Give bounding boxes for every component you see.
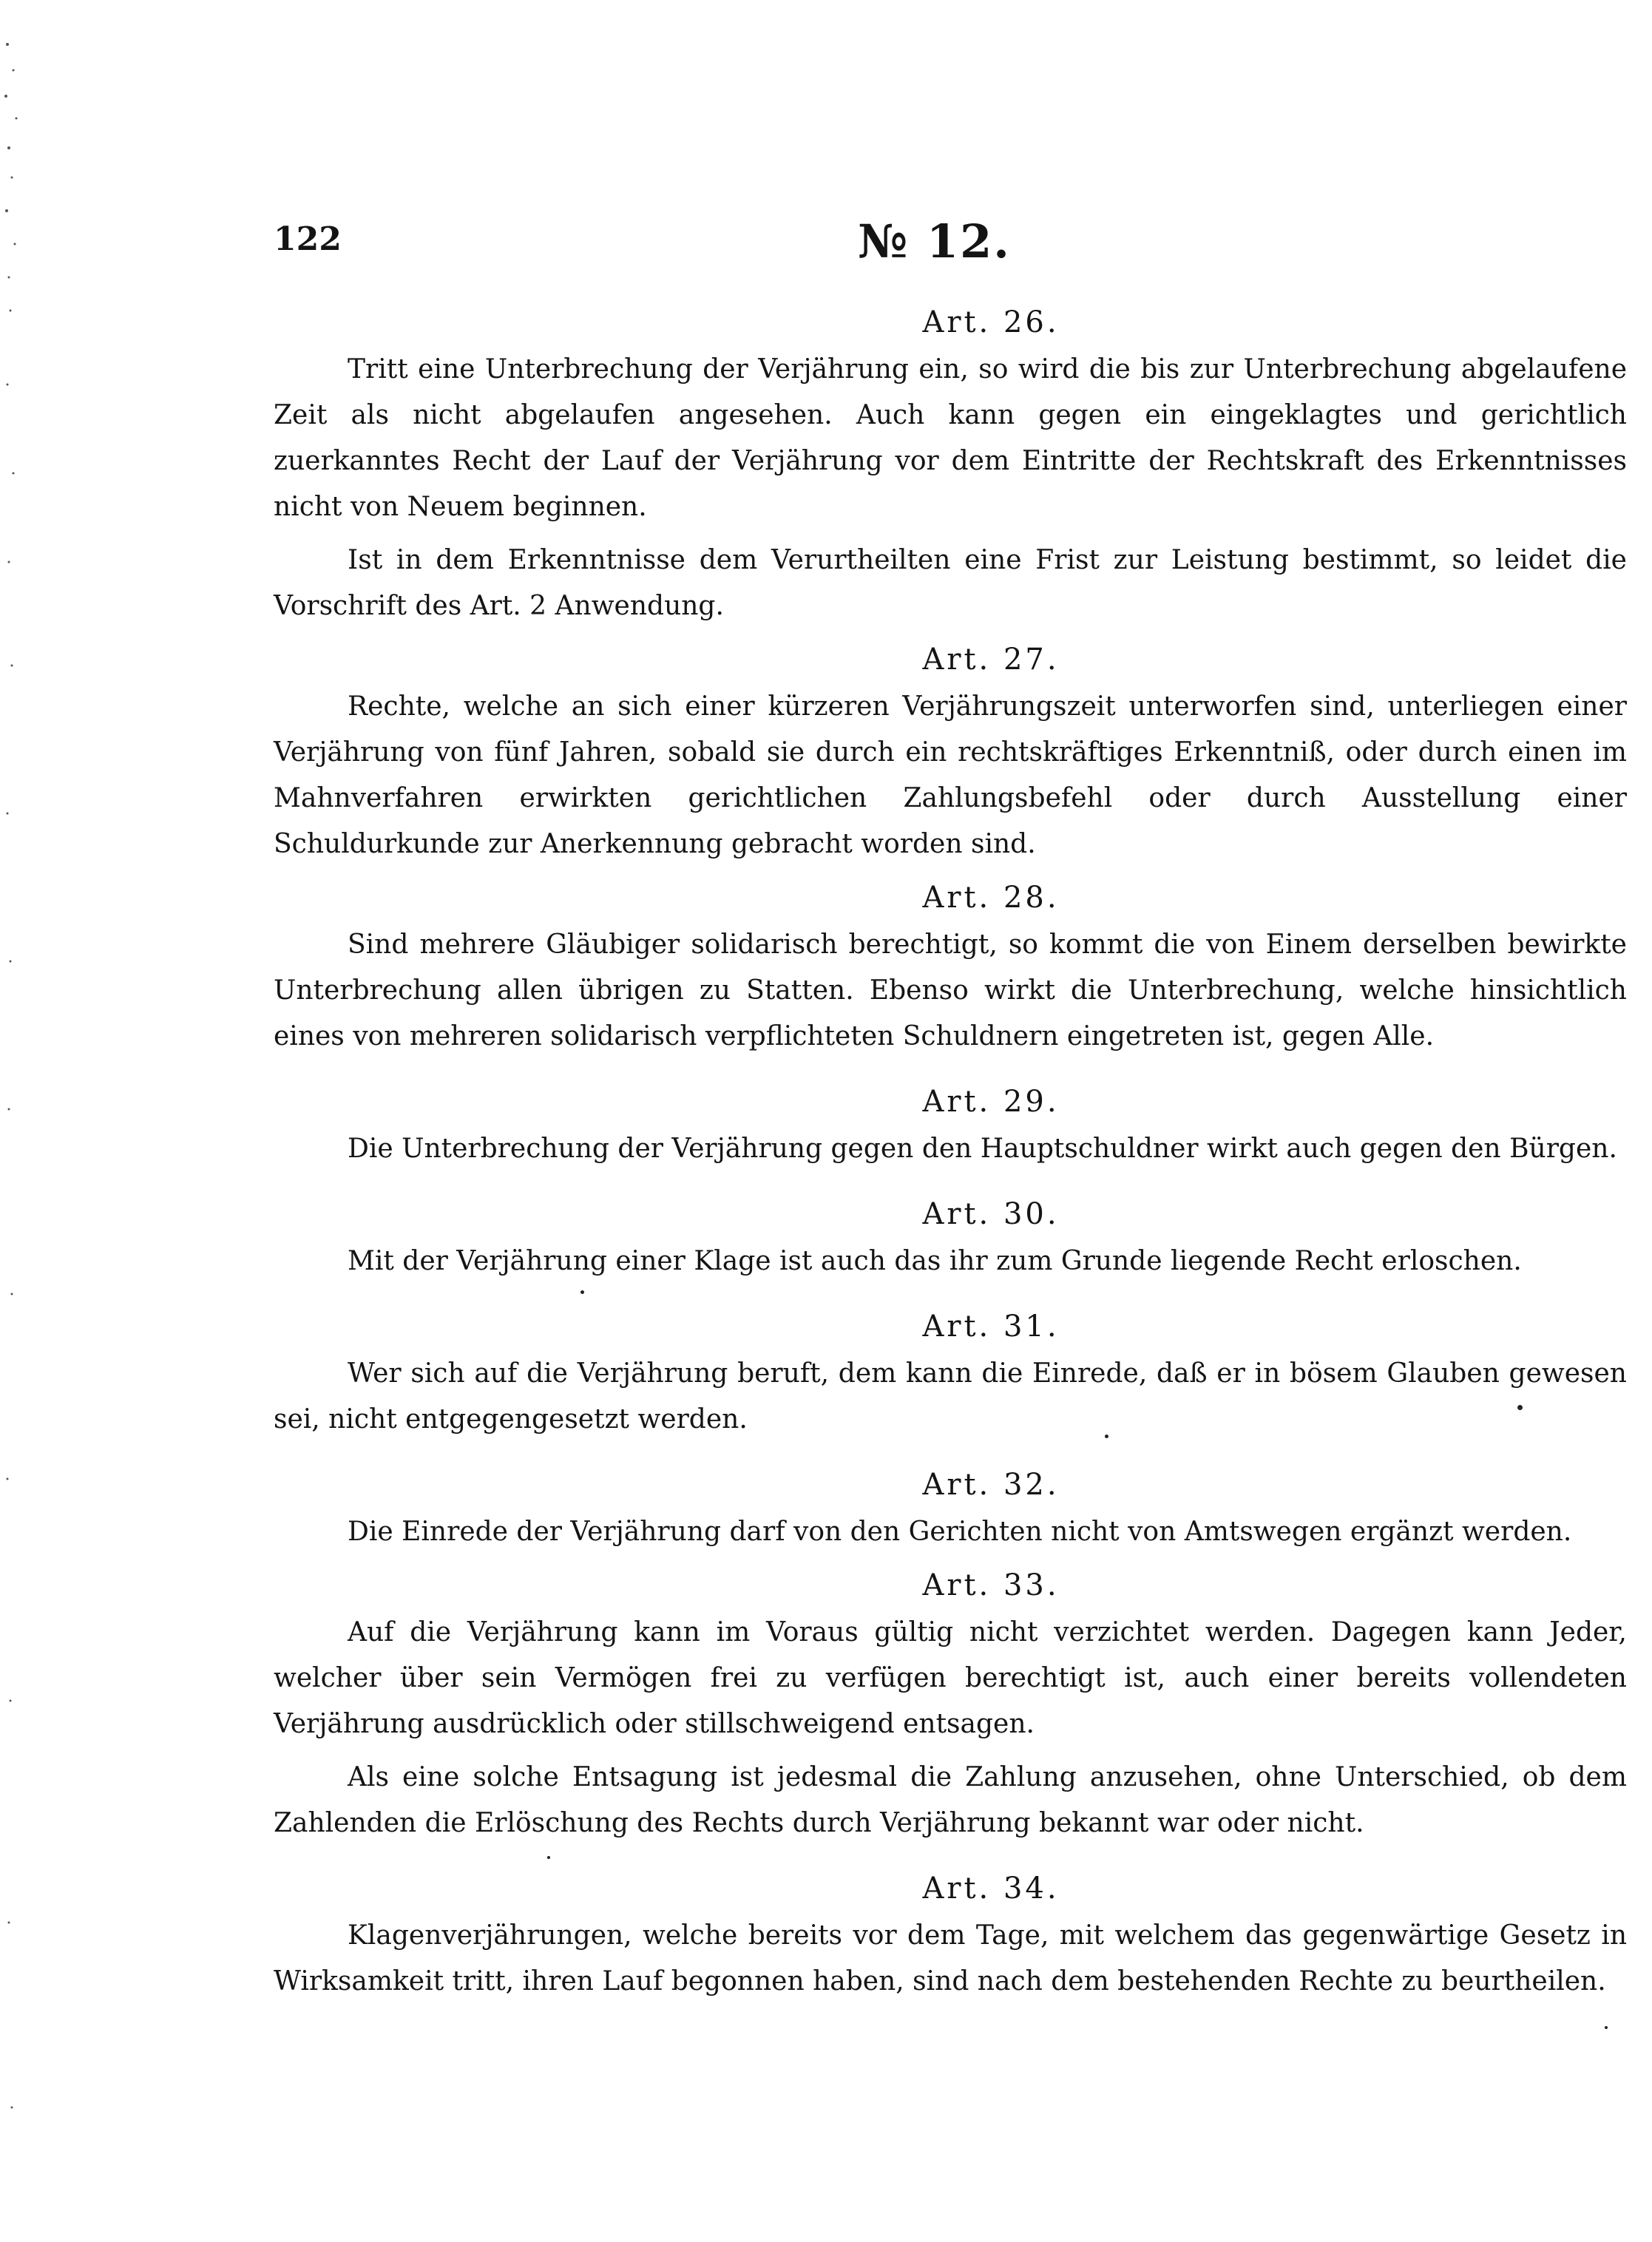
article-heading: Art. 28. bbox=[922, 881, 1060, 915]
article-32 bbox=[274, 1462, 1627, 1555]
ink-speck bbox=[1105, 1435, 1108, 1438]
ink-speck bbox=[580, 1290, 584, 1294]
article-33 bbox=[274, 1562, 1627, 1846]
scan-edge-marks bbox=[0, 0, 30, 2239]
article-heading: Art. 34. bbox=[922, 1872, 1060, 1906]
article-paragraph: Ist in dem Erkenntnisse dem Verurtheilten eine Frist zur Leistung bestimmt, so leidet die Vorschrift des Art. 2 Anwendung. bbox=[274, 545, 1627, 621]
article-heading: Art. 30. bbox=[922, 1197, 1060, 1231]
ink-speck bbox=[1605, 2026, 1608, 2029]
article-27 bbox=[274, 637, 1627, 867]
article-paragraph: Mit der Verjährung einer Klage ist auch das ihr zum Grunde liegende Recht erloschen. bbox=[348, 1246, 1522, 1276]
article-34 bbox=[274, 1866, 1627, 2005]
article-30 bbox=[274, 1191, 1627, 1284]
article-heading: Art. 33. bbox=[922, 1568, 1060, 1602]
article-paragraph: Auf die Verjährung kann im Voraus gültig nicht verzichtet werden. Dagegen kann Jeder, welcher über sein Vermögen frei zu verfügen berechtigt ist, auch einer bereits vollendeten Verjährung ausdrücklich oder stillschweigend entsagen. bbox=[274, 1617, 1627, 1739]
article-paragraph: Als eine solche Entsagung ist jedesmal die Zahlung anzusehen, ohne Unterschied, ob dem Zahlenden die Erlöschung des Rechts durch Verjährung bekannt war oder nicht. bbox=[274, 1762, 1627, 1838]
ink-speck bbox=[547, 1856, 550, 1859]
article-paragraph: Sind mehrere Gläubiger solidarisch berechtigt, so kommt die von Einem derselben bewirkte Unterbrechung allen übrigen zu Statten. Ebenso wirkt die Unterbrechung, welche hinsichtlich eines von mehreren solidarisch verpflichteten Schuldnern eingetreten ist, gegen Alle. bbox=[274, 929, 1627, 1051]
article-heading: Art. 31. bbox=[922, 1310, 1060, 1344]
page-header bbox=[274, 214, 1627, 281]
ink-speck bbox=[1517, 1405, 1523, 1410]
article-29 bbox=[274, 1079, 1627, 1172]
article-paragraph: Tritt eine Unterbrechung der Verjährung ein, so wird die bis zur Unterbrechung abgelaufene Zeit als nicht abgelaufen angesehen. Auch kann gegen ein eingeklagtes und gerichtlich zuerkanntes Recht der Lauf der Verjährung vor dem Eintritte der Rechtskraft des Erkenntnisses nicht von Neuem beginnen. bbox=[274, 354, 1627, 522]
article-28 bbox=[274, 875, 1627, 1060]
page-number: 122 bbox=[274, 220, 342, 258]
article-paragraph: Rechte, welche an sich einer kürzeren Verjährungszeit unterworfen sind, unterliegen einer Verjährung von fünf Jahren, sobald sie durch ein rechtskräftiges Erkenntniß, oder durch einen im Mahnverfahren erwirkten gerichtlichen Zahlungsbefehl oder durch Ausstellung einer Schuldurkunde zur Anerkennung gebracht worden sind. bbox=[274, 691, 1627, 859]
article-31 bbox=[274, 1304, 1627, 1443]
article-heading: Art. 29. bbox=[922, 1085, 1060, 1119]
article-paragraph: Die Einrede der Verjährung darf von den Gerichten nicht von Amtswegen ergänzt werden. bbox=[348, 1517, 1572, 1547]
article-heading: Art. 26. bbox=[922, 305, 1060, 339]
article-paragraph: Klagenverjährungen, welche bereits vor dem Tage, mit welchem das gegenwärtige Gesetz in Wirksamkeit tritt, ihren Lauf begonnen haben, sind nach dem bestehenden Rechte zu beurtheilen. bbox=[274, 1920, 1627, 1997]
issue-number: № 12. bbox=[858, 214, 1011, 268]
article-26 bbox=[274, 299, 1627, 629]
article-paragraph: Die Unterbrechung der Verjährung gegen den Hauptschuldner wirkt auch gegen den Bürgen. bbox=[348, 1134, 1617, 1164]
article-heading: Art. 27. bbox=[922, 643, 1060, 677]
document-body bbox=[274, 299, 1627, 2005]
article-paragraph: Wer sich auf die Verjährung beruft, dem kann die Einrede, daß er in bösem Glauben gewesen sei, nicht entgegengesetzt werden. bbox=[274, 1358, 1627, 1435]
article-heading: Art. 32. bbox=[922, 1468, 1060, 1502]
